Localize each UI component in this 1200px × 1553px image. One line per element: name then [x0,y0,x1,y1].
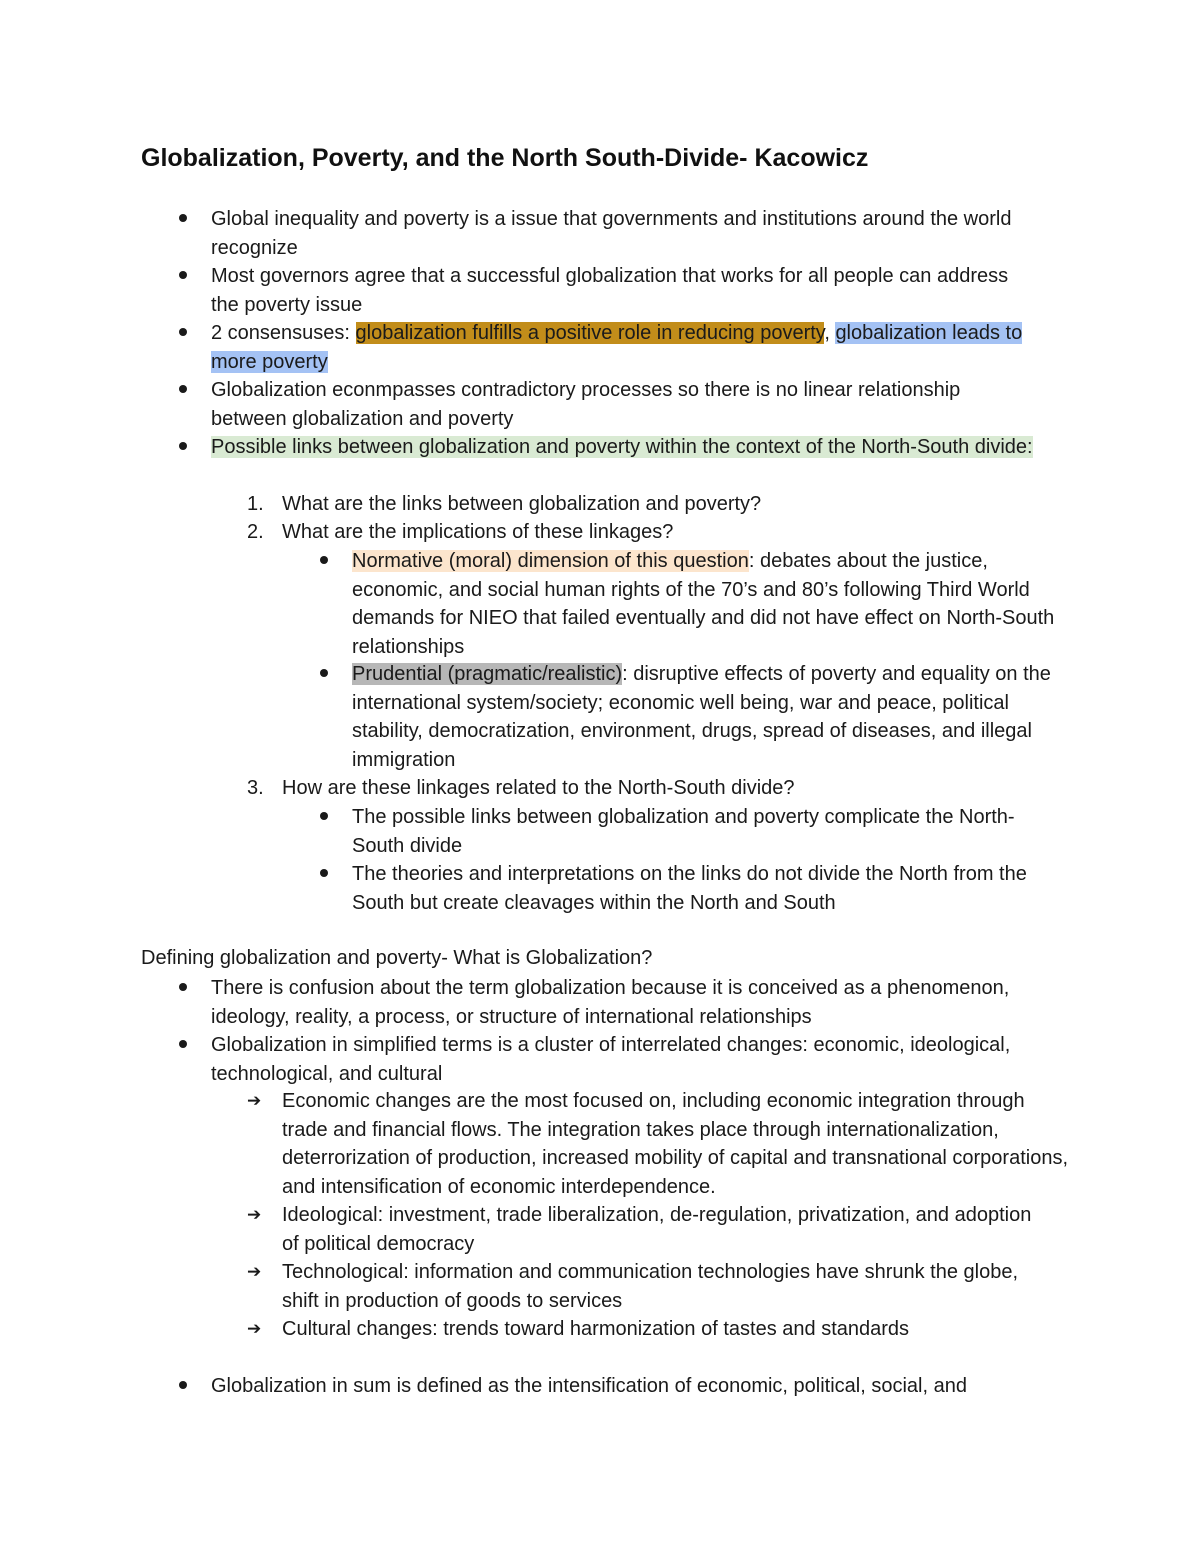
arrow-right-icon: ➔ [247,1319,262,1338]
question-item: What are the implications of these linkages? [282,521,674,543]
bullet-dot [179,328,187,336]
list-item: Globalization in sum is defined as the intensification of economic, political, social, and [211,1375,967,1397]
document-title: Globalization, Poverty, and the North South-Divide- Kacowicz [141,144,869,172]
list-item-possible-links [211,433,1041,462]
list-item: There is confusion about the term globalization because it is conceived as a phenomenon, ideology, reality, a process, or structure of international relationships [211,977,1010,1028]
bullet-dot [179,983,187,991]
bullet-dot [179,442,187,450]
question-item: How are these linkages related to the North-South divide? [282,777,795,799]
list-item: Globalization econmpasses contradictory processes so there is no linear relationship between globalization and poverty [211,379,961,430]
bullet-dot [320,812,328,820]
bullet-dot [179,214,187,222]
arrow-item: Technological: information and communication technologies have shrunk the globe, shift in production of goods to services [282,1261,1019,1312]
prudential-highlight: Prudential (pragmatic/realistic) [352,663,623,685]
bullet-dot [320,556,328,564]
bullet-dot [320,669,328,677]
arrow-item: Cultural changes: trends toward harmonization of tastes and standards [282,1318,910,1340]
consensus-separator: , [824,322,836,344]
sub-item: The theories and interpretations on the links do not divide the North from the South but create cleavages within the North and South [352,863,1027,914]
bullet-dot [179,1381,187,1389]
sub-item-prudential [352,660,1057,774]
arrow-item: Economic changes are the most focused on, including economic integration through trade and financial flows. The integration takes place through internationalization, deterrorization of production, increased mobility of capital and transnational corporations, and intensification of economic interdependence. [282,1090,1068,1198]
consensus-prefix: 2 consensuses: [211,322,356,344]
arrow-right-icon: ➔ [247,1262,262,1281]
normative-highlight: Normative (moral) dimension of this question [352,550,749,572]
question-item: What are the links between globalization and poverty? [282,493,762,515]
question-number: 2. [247,521,264,543]
possible-links-highlight: Possible links between globalization and poverty within the context of the North-South divide: [211,436,1033,458]
bullet-dot [179,271,187,279]
arrow-right-icon: ➔ [247,1091,262,1110]
bullet-dot [320,869,328,877]
prudential-text: : disruptive effects of poverty and equality on the international system/society; economic well being, war and peace, political stability, democratization, environment, drugs, spread of diseases, and illegal immigration [352,663,1051,771]
list-item: Most governors agree that a successful globalization that works for all people can address the poverty issue [211,265,1009,316]
question-number: 1. [247,493,264,515]
normative-text: : debates about the justice, economic, and social human rights of the 70’s and 80’s following Third World demands for NIEO that failed eventually and did not have effect on North-South relationships [352,550,1055,658]
arrow-item: Ideological: investment, trade liberalization, de-regulation, privatization, and adoption of political democracy [282,1204,1032,1255]
list-item-consensuses [211,319,1031,376]
bullet-dot [179,385,187,393]
section-heading: Defining globalization and poverty- What is Globalization? [141,947,653,969]
sub-item: The possible links between globalization and poverty complicate the North-South divide [352,806,1015,857]
list-item: Globalization in simplified terms is a cluster of interrelated changes: economic, ideological, technological, and cultural [211,1034,1011,1085]
sub-item-normative [352,547,1057,661]
arrow-right-icon: ➔ [247,1205,262,1224]
question-number: 3. [247,777,264,799]
consensus-negative-highlight: globalization leads to more poverty [211,322,1023,373]
list-item: Global inequality and poverty is a issue that governments and institutions around the world recognize [211,208,1012,259]
bullet-dot [179,1040,187,1048]
consensus-positive-highlight: globalization fulfills a positive role in reducing poverty [355,322,825,344]
